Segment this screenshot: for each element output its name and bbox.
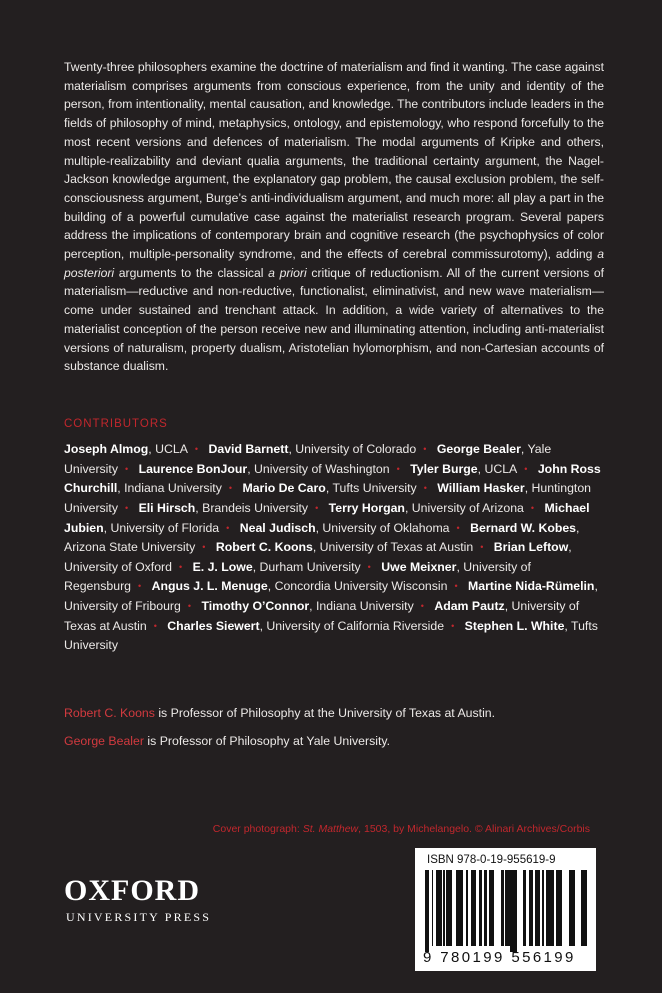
contributor-name: George Bealer (436, 442, 521, 457)
contributor-affiliation: , Yale University (64, 442, 552, 476)
barcode-box (415, 848, 596, 971)
contributor-item (167, 619, 444, 633)
contributor-name: Tyler Burge (410, 461, 478, 476)
contributor-name: John Ross Churchill (64, 461, 601, 496)
cover-credit-suffix: , 1503, by Michelangelo. © Alinari Archives/Corbis (358, 823, 590, 835)
contributor-name: Timothy O’Connor (201, 599, 310, 614)
separator-dot: • (315, 502, 319, 513)
contributors-list (64, 440, 604, 656)
separator-dot: • (124, 463, 129, 474)
separator-dot: • (367, 561, 371, 572)
blurb-text-1: Twenty-three philosophers examine the doctrine of materialism and find it wanting. The case against materialism comprises arguments from conscious experience, from the unity and identity of the person, from intentionality, mental causation, and knowledge. The contributors include leaders in the fields of philosophy of mind, metaphysics, ontology, and epistemology, who respond forcefully to the most recent versions and defences of materialism. The modal arguments of Kripke and others, multiple-realizability and deviant qualia arguments, the traditional certainty argument, the Nagel-Jackson knowledge argument, the explanatory gap problem, the causal exclusion problem, the self-consciousness argument, Burge’s anti-individualism argument, and much more: all play a part in the building of a powerful cumulative case against the materialist research program. Several papers address the implications of contemporary brain and cognitive research (the psychophysics of color perception, multiple-personality syndrome, and the effects of cerebral commissurotomy), adding (64, 60, 604, 262)
separator-dot: • (226, 522, 230, 533)
separator-dot: • (420, 601, 424, 612)
separator-dot: • (194, 444, 199, 454)
cover-credit-prefix: Cover photograph: (212, 823, 303, 835)
separator-dot: • (451, 620, 455, 631)
contributor-affiliation: , University of Fribourg (64, 579, 598, 614)
description-blurb (64, 58, 604, 376)
separator-dot: • (153, 620, 157, 631)
isbn-label: ISBN 978-0-19-955619-9 (427, 854, 556, 866)
separator-dot: • (124, 502, 129, 513)
contributor-name: William Hasker (437, 481, 525, 496)
contributor-name: E. J. Lowe (192, 559, 253, 574)
publisher-sub: UNIVERSITY PRESS (66, 910, 212, 924)
contributor-affiliation: , University of California Riverside (259, 618, 445, 633)
cover-credit-title: St. Matthew (302, 823, 359, 835)
barcode-icon (423, 870, 589, 952)
editor-bio-koons (64, 706, 495, 720)
separator-dot: • (178, 561, 183, 572)
contributor-name: Eli Hirsch (138, 500, 196, 515)
contributor-name: Brian Leftow (493, 540, 569, 555)
contributor-affiliation: , Indiana University (309, 599, 414, 614)
contributor-item (152, 580, 448, 594)
contributor-item (329, 501, 524, 515)
contributor-name: Stephen L. White (464, 618, 565, 633)
separator-dot: • (138, 581, 142, 592)
contributor-affiliation: , University of Texas at Austin (312, 540, 474, 555)
contributor-item (201, 599, 413, 613)
contributor-name: Laurence BonJour (138, 461, 248, 476)
blurb-italic-1: a posteriori (64, 247, 604, 280)
contributor-affiliation: , Concordia University Wisconsin (267, 579, 448, 594)
cover-credit (213, 823, 590, 835)
contributor-affiliation: , Brandeis University (195, 500, 309, 515)
contributor-item (64, 442, 188, 456)
contributor-name: Neal Judisch (239, 520, 316, 535)
blurb-italic-2: a priori (268, 265, 307, 280)
contributor-affiliation: , UCLA (477, 461, 518, 476)
separator-dot: • (456, 522, 460, 533)
contributor-name: Joseph Almog (64, 442, 149, 457)
editor-bio-bealer (64, 734, 390, 748)
contributor-affiliation: , Durham University (252, 559, 361, 574)
contributor-item (242, 481, 416, 495)
separator-dot: • (530, 502, 535, 513)
contributor-name: Michael Jubien (64, 500, 590, 535)
editor-bio-text: is Professor of Philosophy at Yale University. (143, 734, 391, 748)
separator-dot: • (228, 483, 233, 494)
contributor-affiliation: , University of Oxford (64, 540, 572, 574)
contributor-name: Uwe Meixner (381, 559, 457, 574)
separator-dot: • (423, 483, 427, 494)
contributor-name: Adam Pautz (434, 599, 505, 614)
contributor-affiliation: , Tufts University (64, 618, 598, 653)
publisher-name: OXFORD (64, 874, 200, 907)
contributor-item (410, 462, 517, 476)
contributor-name: Terry Horgan (328, 500, 405, 515)
contributor-affiliation: , University of Colorado (288, 442, 417, 457)
contributor-item (193, 560, 361, 574)
contributors-heading: CONTRIBUTORS (64, 418, 168, 430)
separator-dot: • (202, 542, 206, 553)
separator-dot: • (524, 463, 528, 474)
editor-name: Robert C. Koons (64, 706, 155, 720)
contributor-affiliation: , University of Arizona (404, 500, 524, 515)
contributor-affiliation: , UCLA (148, 442, 188, 457)
contributor-name: Bernard W. Kobes (470, 520, 577, 535)
contributor-affiliation: , University of Washington (247, 461, 390, 476)
contributor-item (240, 521, 450, 535)
contributor-affiliation: , University of Oklahoma (315, 520, 450, 535)
contributor-affiliation: , University of Regensburg (64, 559, 531, 594)
contributor-item (139, 462, 390, 476)
contributor-item (208, 442, 416, 456)
contributor-affiliation: , University of Florida (103, 520, 220, 535)
barcode-digits: 9 780199 556199 (423, 949, 576, 966)
contributor-affiliation: , Huntington University (64, 481, 591, 515)
editor-name: George Bealer (64, 734, 144, 748)
publisher-logo (64, 876, 211, 925)
contributor-affiliation: , Arizona State University (64, 520, 580, 555)
blurb-text-3: critique of reductionism. All of the current versions of materialism—reductive and non-reductive, functionalist, eliminativist, and new wave materialism—come under sustained and trenchant attack. In addition, a wide variety of alternatives to the materialist conception of the person receive new and illuminating attention, including anti-materialist versions of naturalism, property dualism, Aristotelian hylomorphism, and non-Cartesian accounts of substance dualism. (64, 265, 604, 374)
contributor-name: Angus J. L. Menuge (151, 579, 268, 594)
separator-dot: • (454, 581, 458, 592)
contributor-affiliation: , Tufts University (325, 481, 417, 496)
contributor-name: Charles Siewert (167, 618, 260, 633)
contributor-name: Mario De Caro (242, 481, 326, 496)
contributor-name: Martine Nida-Rümelin (468, 579, 595, 594)
contributor-affiliation: , University of Texas at Austin (64, 599, 580, 633)
separator-dot: • (396, 463, 400, 474)
contributor-item (139, 501, 309, 515)
contributor-affiliation: , Indiana University (117, 481, 222, 496)
separator-dot: • (480, 542, 484, 553)
contributor-item (216, 540, 473, 554)
separator-dot: • (423, 444, 427, 454)
contributor-name: Robert C. Koons (215, 540, 313, 555)
blurb-text-2: arguments to the classical (114, 265, 269, 280)
editor-bio-text: is Professor of Philosophy at the University of Texas at Austin. (154, 706, 496, 720)
separator-dot: • (187, 601, 192, 612)
contributor-name: David Barnett (208, 442, 289, 457)
